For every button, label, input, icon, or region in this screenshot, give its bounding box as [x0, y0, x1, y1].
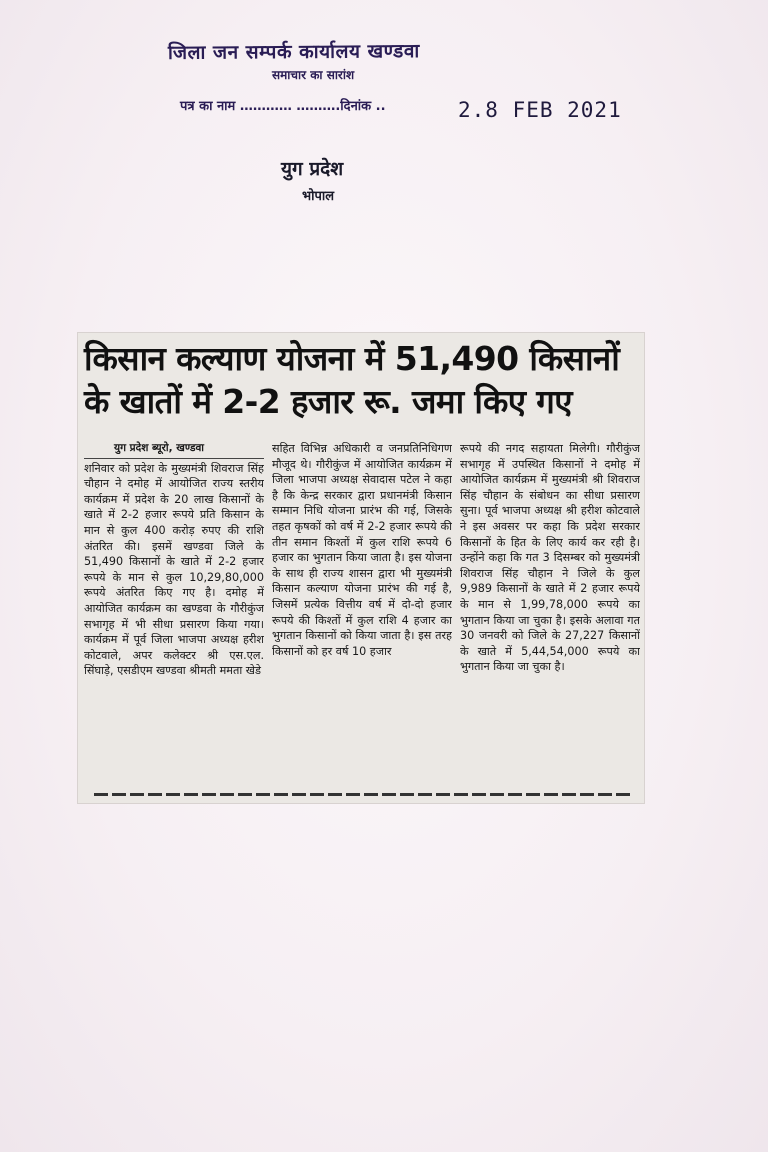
office-stamp-title: जिला जन सम्पर्क कार्यालय खण्डवा	[167, 40, 420, 64]
office-stamp-subtitle: समाचार का सारांश	[272, 68, 355, 82]
article-body	[84, 441, 640, 789]
article-headline: किसान कल्याण योजना में 51,490 किसानों के खातों में 2-2 हजार रू. जमा किए गए	[84, 339, 620, 421]
bottom-rule	[94, 793, 634, 796]
article-column-2: सहित विभिन्न अधिकारी व जनप्रतिनिधिगण मौजूद थे। गौरीकुंज में आयोजित कार्यक्रम में जिला भाजपा अध्यक्ष सेवादास पटेल ने कहा है कि केन्द्र सरकार द्वारा प्रधानमंत्री किसान सम्मान निधि योजना प्रारंभ की गई, जिसके तहत कृषकों को वर्ष में 2-2 हजार रूपये की तीन समान किश्तों में कुल राशि रूपये 6 हजार का भुगतान किया जाता है। इस योजना के साथ ही राज्य शासन द्वारा भी मुख्यमंत्री किसान कल्याण योजना प्रारंभ की गई है, जिसमें प्रत्येक वित्तीय वर्ष में दो-दो हजार रूपये की किश्तों में कुल राशि 4 हजार का भुगतान किसानों को किया जाता है। इस तरह किसानों को हर वर्ष 10 हजार	[272, 442, 452, 658]
newspaper-city: भोपाल	[302, 189, 335, 204]
article-column-1-text: शनिवार को प्रदेश के मुख्यमंत्री शिवराज सिंह चौहान ने दमोह में आयोजित राज्य स्तरीय कार्यक्रम में प्रदेश के 20 लाख किसानों के खाते में 2-2 हजार रूपये प्रति किसान के मान से कुल 400 करोड़ रुपए की राशि अंतरित की। इसमें खण्डवा जिले के 51,490 किसानों के खाते में 2-2 हजार रूपये के मान से कुल 10,29,80,000 रूपये अंतरित किए गए है। दमोह में आयोजित कार्यक्रम का खण्डवा के गौरीकुंज सभागृह में भी सीधा प्रसारण किया गया। कार्यक्रम में पूर्व जिला भाजपा अध्यक्ष हरीश कोटवाले, अपर कलेक्टर श्री एस.एल. सिंघाड़े, एसडीएम खण्डवा श्रीमती ममता खेडे	[84, 461, 264, 678]
article-column-1	[84, 441, 264, 789]
stamp-paper-name-line: पत्र का नाम ………… ……….दिनांक ..	[180, 99, 386, 114]
article-column-3: रूपये की नगद सहायता मिलेगी। गौरीकुंज सभागृह में उपस्थित किसानों ने दमोह में आयोजित कार्यक्रम में मुख्यमंत्री श्री शिवराज सिंह चौहान के संबोधन का सीधा प्रसारण सुना। पूर्व भाजपा अध्यक्ष श्री हरीश कोटवाले ने इस अवसर पर कहा कि प्रदेश सरकार किसानों के हित के लिए कार्य कर रही है। उन्होंने कहा कि गत 3 दिसम्बर को मुख्यमंत्री शिवराज सिंह चौहान ने जिले के कुल 9,989 किसानों के खाते में 2 हजार रूपये के मान से 1,99,78,000 रूपये का भुगतान किया जा चुका है। इसके अलावा गत 30 जनवरी को जिले के 27,227 किसानों के खाते में 5,44,54,000 रूपये का भुगतान किया जा चुका है।	[460, 442, 640, 674]
newspaper-name: युग प्रदेश	[281, 158, 344, 180]
article-byline: युग प्रदेश ब्यूरो, खण्डवा	[84, 441, 264, 459]
news-clipping	[78, 333, 644, 803]
stamp-date: 2.8 FEB 2021	[458, 98, 622, 122]
